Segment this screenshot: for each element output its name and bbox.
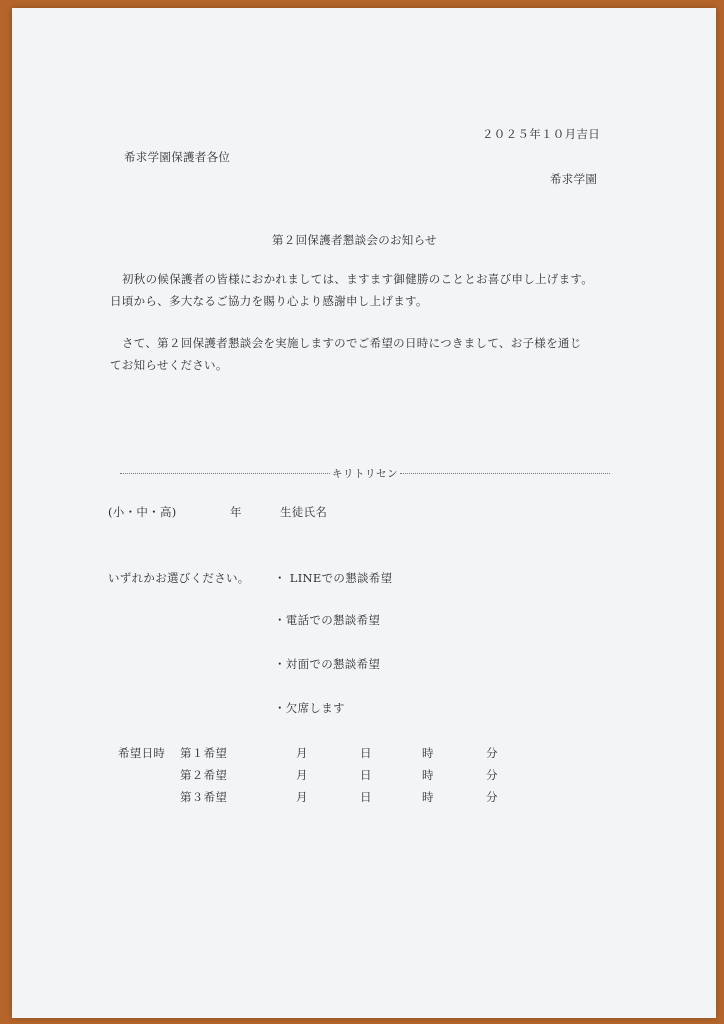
- hour-label: 時: [422, 768, 434, 782]
- cut-dots-left: [120, 473, 330, 474]
- request-line-1: さて、第２回保護者懇談会を実施しますのでご希望の日時につきまして、お子様を通じ: [122, 336, 582, 350]
- day-label: 日: [360, 768, 372, 782]
- greeting-paragraph: [110, 268, 593, 312]
- day-label: 日: [360, 746, 372, 760]
- option-in-person: ・対面での懇談希望: [274, 657, 381, 671]
- student-name-label: 生徒氏名: [280, 505, 328, 519]
- minute-label: 分: [486, 768, 498, 782]
- greeting-line-1: 初秋の候保護者の皆様におかれましては、ますます御健勝のこととお喜び申し上げます。: [122, 272, 594, 286]
- sender: 希求学園: [550, 172, 598, 186]
- request-line-2: てお知らせください。: [110, 358, 228, 372]
- preference-label: 第２希望: [180, 768, 228, 782]
- greeting-line-2: 日頃から、多大なるご協力を賜り心より感謝申し上げます。: [110, 294, 428, 308]
- preference-label: 第１希望: [180, 746, 228, 760]
- cut-label: キリトリセン: [332, 467, 398, 480]
- option-phone: ・電話での懇談希望: [274, 613, 381, 627]
- notice-sheet: [12, 8, 716, 1018]
- school-level-label: (小・中・高): [108, 505, 177, 519]
- option-line: ・ LINEでの懇談希望: [274, 571, 393, 585]
- hour-label: 時: [422, 746, 434, 760]
- month-label: 月: [296, 746, 308, 760]
- month-label: 月: [296, 790, 308, 804]
- day-label: 日: [360, 790, 372, 804]
- option-absent: ・欠席します: [274, 701, 345, 715]
- cut-line: [120, 465, 610, 481]
- document-date: ２０２５年１０月吉日: [482, 127, 600, 141]
- hour-label: 時: [422, 790, 434, 804]
- choose-label: いずれかお選びください。: [108, 571, 250, 585]
- month-label: 月: [296, 768, 308, 782]
- minute-label: 分: [486, 746, 498, 760]
- minute-label: 分: [486, 790, 498, 804]
- request-paragraph: [110, 332, 582, 376]
- preference-label: 第３希望: [180, 790, 228, 804]
- document-title: 第２回保護者懇談会のお知らせ: [272, 233, 437, 247]
- datetime-label: 希望日時: [118, 746, 166, 760]
- grade-label: 年: [230, 505, 242, 519]
- cut-dots-right: [400, 473, 610, 474]
- recipient: 希求学園保護者各位: [124, 150, 231, 164]
